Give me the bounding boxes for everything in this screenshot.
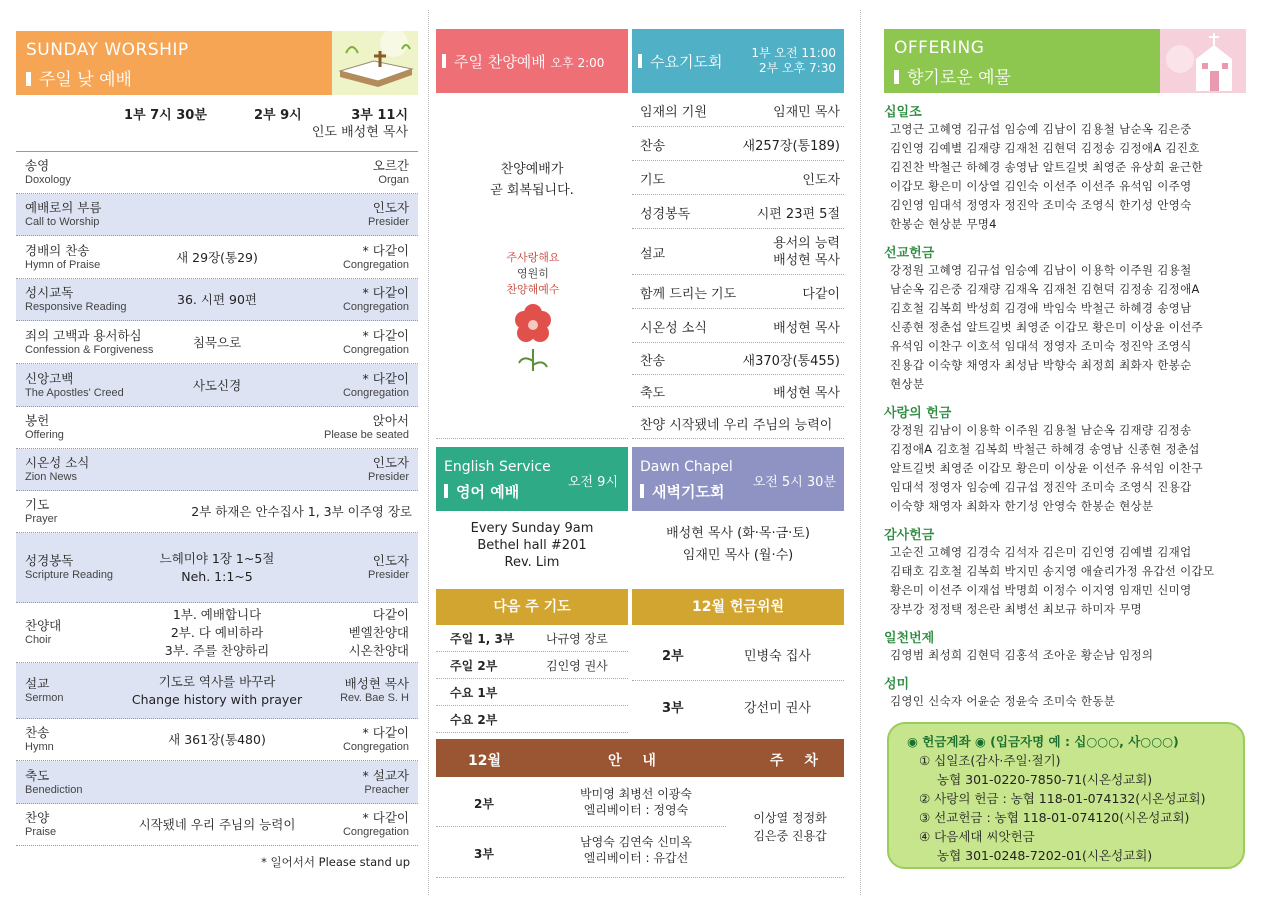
offering-name-line: 황은미 이선주 이재섭 박명희 이정수 이지영 임재민 신미영 xyxy=(890,583,1192,597)
offering-committee-list xyxy=(632,625,844,733)
praise-service-header xyxy=(436,29,628,93)
offering-names xyxy=(884,261,1246,394)
worship-row xyxy=(16,449,418,491)
offering-names xyxy=(884,543,1246,619)
worship-row-label-en: Scripture Reading xyxy=(25,569,114,581)
worship-row-role: 인도자 xyxy=(372,455,409,470)
dawn-chapel-header xyxy=(632,447,844,511)
offering-name-line: 남순옥 김은중 김재량 김재옥 김재천 김현덕 김정송 김정애A xyxy=(890,282,1200,296)
worship-row-label: 찬송 xyxy=(25,725,50,740)
next-prayer-row xyxy=(436,652,628,679)
offering-name-line: 현상분 xyxy=(890,377,925,391)
offering-column xyxy=(884,0,1246,711)
offering-section-title: 성미 xyxy=(884,677,910,692)
account-number: 농협 301-0220-7850-71(시온성교회) xyxy=(937,772,1153,787)
offering-committee-title: 12월 헌금위원 xyxy=(632,589,844,625)
stand-note: * 일어서서 Please stand up xyxy=(261,855,410,869)
svg-text:주사랑해요: 주사랑해요 xyxy=(506,251,560,264)
english-service-time: 오전 9시 xyxy=(567,475,618,490)
english-line-3: Rev. Lim xyxy=(504,555,560,570)
wed-prayer-title: 수요기도회 xyxy=(650,53,723,71)
offering-title-en: OFFERING xyxy=(894,38,985,58)
parking-line-2: 김은중 진용갑 xyxy=(753,829,827,843)
worship-row-label: 찬양대 xyxy=(25,618,62,633)
wed-order-value: 다같이 xyxy=(802,287,840,302)
worship-row-item: 새 361장(통480) xyxy=(168,732,266,747)
wed-order-value: 시편 23편 5절 xyxy=(756,207,840,222)
worship-row xyxy=(16,321,418,364)
guide-row-2-a: 박미영 최병선 이광숙 xyxy=(580,787,692,801)
wed-order-label: 찬송 xyxy=(640,354,666,369)
worship-row xyxy=(16,719,418,761)
service-time-3: 3부 11시 xyxy=(351,108,408,123)
worship-row-role: * 다같이 xyxy=(362,242,409,258)
worship-row xyxy=(16,761,418,804)
praise-flower-art xyxy=(488,239,578,373)
account-list xyxy=(907,751,1225,865)
worship-row-label: 예배로의 부름 xyxy=(25,200,102,215)
wed-order-row xyxy=(632,127,844,161)
worship-row-role: 인도자 xyxy=(372,200,409,215)
next-prayer-name: 김인영 권사 xyxy=(546,659,608,673)
worship-row-label-en: Zion News xyxy=(25,471,77,483)
offcomm-name-1: 민병숙 집사 xyxy=(744,649,811,664)
next-prayer-title: 다음 주 기도 xyxy=(436,589,628,625)
offering-section-title: 선교헌금 xyxy=(884,246,935,261)
offering-lists xyxy=(884,101,1246,711)
offering-names xyxy=(884,646,1246,665)
worship-row xyxy=(16,603,418,663)
offering-name-line: 이숙향 채영자 최화자 한기성 안영숙 한봉순 현상분 xyxy=(890,499,1154,513)
worship-row-label-en: Call to Worship xyxy=(25,216,100,228)
sunday-worship-title-en: SUNDAY WORSHIP xyxy=(26,40,189,60)
wed-order-label: 성경봉독 xyxy=(640,207,691,222)
guide-row-3-b: 엘리베이터 : 유갑선 xyxy=(583,851,689,865)
worship-row-role: 벧엘찬양대 xyxy=(348,625,409,640)
guide-title: 안 내 xyxy=(608,753,664,769)
praise-message-1: 찬양예배가 xyxy=(500,162,564,177)
offering-name-line: 고영근 고혜영 김규섭 임승예 김남이 김용철 남순옥 김은중 xyxy=(890,122,1192,136)
wed-order-label: 찬양 시작됐네 우리 주님의 능력이 xyxy=(640,418,833,433)
wed-order-row xyxy=(632,375,844,407)
english-service-title-en: English Service xyxy=(444,459,551,475)
offering-name-line: 알트길벗 최영준 이갑모 황은미 이상윤 이선주 유석임 이찬구 xyxy=(890,461,1203,475)
guide-row-3-key: 3부 xyxy=(474,847,494,861)
offering-name-line: 유석임 이찬구 이호석 임대석 정영자 조미숙 정진악 조영식 xyxy=(890,339,1192,353)
sunday-worship-header xyxy=(16,31,418,95)
bible-icon xyxy=(332,31,418,95)
dawn-chapel-time: 오전 5시 30분 xyxy=(752,475,836,490)
offering-name-line: 강정원 고혜영 김규섭 임승예 김남이 이용학 이주원 김용철 xyxy=(890,263,1192,277)
service-times xyxy=(16,95,418,151)
worship-row-label-en: Hymn xyxy=(25,741,54,753)
worship-row-role-en: Preacher xyxy=(364,783,409,796)
next-prayer-row xyxy=(436,706,628,733)
next-prayer-row xyxy=(436,679,628,706)
worship-row xyxy=(16,804,418,846)
worship-row-label: 신앙고백 xyxy=(25,370,74,386)
dawn-line-1: 배성현 목사 (화·목·금·토) xyxy=(666,526,810,541)
english-line-2: Bethel hall #201 xyxy=(477,538,587,553)
worship-row-role-en: Please be seated xyxy=(323,429,409,441)
offering-name-line: 장부강 정정택 정은란 최병선 최보규 하미자 무명 xyxy=(890,602,1142,616)
wed-order-label: 기도 xyxy=(640,173,666,188)
wed-order-value: 임재민 목사 xyxy=(773,105,840,120)
offering-title-ko: 향기로운 예물 xyxy=(894,63,1011,88)
sunday-worship-column xyxy=(16,0,418,870)
offering-name-line: 김태호 김호철 김복희 박지민 송지영 애슐리가정 유갑선 이갑모 xyxy=(890,564,1215,578)
divider xyxy=(860,10,861,895)
worship-row-role-en: Congregation xyxy=(342,826,409,838)
worship-row-label-en: Prayer xyxy=(25,513,58,525)
worship-row-label: 기도 xyxy=(25,497,50,512)
offering-name-line: 한봉순 현상분 무명4 xyxy=(890,217,997,231)
english-service-title-ko: 영어 예배 xyxy=(456,483,520,501)
wed-order-row xyxy=(632,407,844,439)
account-item: ① 십일조(감사·주일·절기) xyxy=(919,753,1061,768)
offering-section-title: 십일조 xyxy=(884,105,922,120)
worship-row-label-en: Praise xyxy=(25,826,57,838)
worship-row-label-en: Responsive Reading xyxy=(25,301,127,313)
worship-row-role: * 설교자 xyxy=(362,767,409,783)
church-icon xyxy=(1160,29,1246,93)
worship-row xyxy=(16,236,418,279)
worship-row-item: 3부. 주를 찬양하리 xyxy=(164,643,270,658)
praise-service-body xyxy=(436,93,628,439)
wed-order-label: 임재의 기원 xyxy=(640,105,707,120)
wed-order-row xyxy=(632,161,844,195)
divider xyxy=(428,10,429,895)
worship-row xyxy=(16,364,418,407)
worship-row-role: * 다같이 xyxy=(362,327,409,343)
guide-parking-title: 주 차 xyxy=(770,753,826,769)
worship-row-label: 봉헌 xyxy=(25,413,50,428)
dawn-chapel-body xyxy=(632,511,844,583)
next-prayer-slot: 주일 2부 xyxy=(450,659,498,673)
worship-row-label: 송영 xyxy=(25,158,50,173)
wed-order-label: 함께 드리는 기도 xyxy=(640,287,737,302)
offering-name-line: 임대석 정영자 임승예 김규섭 정진악 조미숙 조영식 진용갑 xyxy=(890,480,1192,494)
worship-row-item: 새 29장(통29) xyxy=(176,249,258,265)
offering-name-line: 진용갑 이숙향 채영자 최성남 박향숙 최정희 최화자 한봉순 xyxy=(890,358,1192,372)
worship-row-role: 다같이 xyxy=(372,607,409,622)
worship-row-item: 시작됐네 우리 주님의 능력이 xyxy=(138,817,296,832)
worship-row-label-en: Sermon xyxy=(25,692,64,704)
wed-order-row xyxy=(632,309,844,343)
offering-name-line: 김영인 신숙자 어윤순 정윤숙 조미숙 한동분 xyxy=(890,694,1116,708)
wed-order-value: 인도자 xyxy=(802,173,840,188)
worship-row-role-en: Congregation xyxy=(342,741,409,753)
wed-order-row xyxy=(632,343,844,375)
wed-order-row xyxy=(632,195,844,229)
account-number: 농협 301-0248-7202-01(시온성교회) xyxy=(937,848,1153,863)
sunday-worship-title-ko: 주일 낮 예배 xyxy=(26,65,132,90)
parking-line-1: 이상열 정정화 xyxy=(753,811,827,825)
worship-row-label-en: Doxology xyxy=(25,174,71,186)
worship-row-role: 배성현 목사 xyxy=(344,676,409,691)
offering-name-line: 김진찬 박철근 하혜경 송영남 알트길벗 최영준 유상희 윤근한 xyxy=(890,160,1203,174)
wed-order-label: 축도 xyxy=(640,386,666,401)
worship-row xyxy=(16,407,418,449)
worship-row-role: * 다같이 xyxy=(362,725,409,740)
worship-row-label: 죄의 고백과 용서하심 xyxy=(25,327,142,343)
worship-row-label: 설교 xyxy=(25,676,50,691)
worship-row-label: 성시교독 xyxy=(25,285,74,300)
wed-order-label: 시온성 소식 xyxy=(640,321,707,336)
account-title: ◉ 헌금계좌 ◉ (입금자명 예 : 십○○○, 사○○○) xyxy=(907,734,1179,749)
offering-name-line: 신종현 정춘섭 알트길벗 최영준 이갑모 황은미 이상윤 이선주 xyxy=(890,320,1203,334)
praise-message-2: 곧 회복됩니다. xyxy=(490,183,574,198)
service-leader: 인도 배성현 목사 xyxy=(311,125,408,140)
worship-row-role-en: Congregation xyxy=(342,343,409,356)
offering-name-line: 김영범 최성희 김현덕 김홍석 조아운 황순남 임정의 xyxy=(890,648,1154,662)
svg-text:영원히: 영원히 xyxy=(517,267,549,280)
worship-row-role: 시온찬양대 xyxy=(348,643,409,658)
offering-name-line: 김정애A 김호철 김복희 박철근 하혜경 송영남 신종현 정춘섭 xyxy=(890,442,1200,456)
offering-name-line: 고순진 고혜영 김경숙 김석자 김은미 김인영 김예별 김재업 xyxy=(890,545,1192,559)
offering-header xyxy=(884,29,1246,93)
account-item: ④ 다음세대 씨앗헌금 xyxy=(919,829,1035,844)
worship-row-role: * 다같이 xyxy=(362,370,409,386)
worship-row-role-en: Presider xyxy=(368,569,409,581)
praise-service-time: 오후 2:00 xyxy=(550,56,605,70)
next-prayer-list xyxy=(436,625,628,733)
service-time-2: 2부 9시 xyxy=(254,108,302,123)
offering-section-title: 사랑의 헌금 xyxy=(884,406,952,421)
worship-row-item: 사도신경 xyxy=(192,377,242,393)
worship-row-item: Change history with prayer xyxy=(131,692,303,707)
guide-table xyxy=(436,777,844,877)
order-of-worship xyxy=(16,151,418,846)
next-prayer-slot: 주일 1, 3부 xyxy=(450,632,515,646)
worship-row-label-en: Benediction xyxy=(25,783,83,796)
wed-order-value: 배성현 목사 xyxy=(773,253,840,268)
wed-order-value: 배성현 목사 xyxy=(773,386,840,401)
offering-names xyxy=(884,692,1246,711)
guide-header xyxy=(436,739,844,777)
worship-row-label-en: Confession & Forgiveness xyxy=(25,343,154,356)
worship-row xyxy=(16,279,418,321)
worship-row-label: 경배의 찬송 xyxy=(25,242,90,258)
worship-row-item: Neh. 1:1~5 xyxy=(181,569,253,584)
next-prayer-slot: 수요 1부 xyxy=(450,686,498,700)
worship-row-label: 축도 xyxy=(25,767,50,783)
dawn-chapel-title-ko: 새벽기도회 xyxy=(652,483,725,501)
worship-row-label: 찬양 xyxy=(25,810,50,825)
offering-section-title: 일천번제 xyxy=(884,631,935,646)
wed-order-label: 찬송 xyxy=(640,139,666,154)
worship-row xyxy=(16,152,418,194)
worship-row xyxy=(16,663,418,719)
worship-row xyxy=(16,491,418,533)
offering-section-title: 감사헌금 xyxy=(884,528,935,543)
offering-names xyxy=(884,120,1246,234)
service-time-1: 1부 7시 30분 xyxy=(124,108,207,123)
worship-row-role-en: Congregation xyxy=(342,258,409,271)
worship-row-item: 느헤미야 1장 1~5절 xyxy=(159,551,275,566)
wed-order-value: 새257장(통189) xyxy=(742,139,840,154)
wed-order-label: 설교 xyxy=(640,247,666,262)
account-item: ② 사랑의 헌금 : 농협 118-01-074132(시온성교회) xyxy=(919,791,1206,806)
wed-time-1: 1부 오전 11:00 xyxy=(751,46,836,60)
dawn-chapel-title-en: Dawn Chapel xyxy=(640,459,733,475)
wed-prayer-order xyxy=(632,93,844,439)
next-prayer-name: 나규영 장로 xyxy=(546,632,608,646)
worship-row-label-en: Offering xyxy=(25,429,64,441)
offering-account-box xyxy=(887,722,1245,869)
offering-names xyxy=(884,421,1246,516)
offering-name-line: 김인영 김예별 김재량 김재천 김현덕 김정송 김정애A 김진호 xyxy=(890,141,1200,155)
account-item: ③ 선교헌금 : 농협 118-01-074120(시온성교회) xyxy=(919,810,1190,825)
worship-row-role: 오르간 xyxy=(372,158,409,173)
wed-order-row xyxy=(632,275,844,309)
worship-row-label: 성경봉독 xyxy=(25,553,74,568)
offering-name-line: 김호철 김복희 박성희 김경애 박임숙 박철근 하혜경 송영남 xyxy=(890,301,1192,315)
offcomm-key-1: 2부 xyxy=(662,649,684,664)
worship-row-role: * 다같이 xyxy=(362,285,409,300)
worship-row-label-en: The Apostles' Creed xyxy=(25,386,124,399)
offcomm-name-2: 강선미 권사 xyxy=(744,701,811,716)
wed-order-row xyxy=(632,93,844,127)
worship-row-item: 1부. 예배합니다 xyxy=(172,607,262,622)
worship-row-role-en: Congregation xyxy=(342,386,409,399)
guide-row-2-key: 2부 xyxy=(474,797,494,811)
english-service-header xyxy=(436,447,628,511)
next-prayer-slot: 수요 2부 xyxy=(450,713,498,727)
wed-order-value: 용서의 능력 xyxy=(773,236,840,251)
worship-row-role-en: Congregation xyxy=(342,301,409,313)
wed-time-2: 2부 오후 7:30 xyxy=(759,61,836,75)
worship-row-item: 기도로 역사를 바꾸라 xyxy=(158,674,276,689)
english-line-1: Every Sunday 9am xyxy=(470,521,594,536)
wed-order-value: 배성현 목사 xyxy=(773,321,840,336)
worship-row-item: 2부. 다 예비하라 xyxy=(170,625,264,640)
worship-row-role-en: Organ xyxy=(378,174,409,186)
english-service-body xyxy=(436,511,628,583)
worship-row-role-en: Presider xyxy=(368,216,409,228)
offcomm-key-2: 3부 xyxy=(662,701,684,716)
wed-order-value: 새370장(통455) xyxy=(742,354,840,369)
offering-name-line: 강정원 김남이 이용학 이주원 김용철 남순옥 김재량 김정송 xyxy=(890,423,1192,437)
guide-row-3-a: 남영숙 김연숙 신미옥 xyxy=(580,835,692,849)
praise-service-title: 주일 찬양예배 xyxy=(454,53,546,71)
worship-row-item: 침묵으로 xyxy=(192,334,242,350)
svg-text:찬양해예수: 찬양해예수 xyxy=(506,283,560,296)
worship-row-role: * 다같이 xyxy=(362,810,409,825)
worship-row xyxy=(16,194,418,236)
worship-row-role: 인도자 xyxy=(372,553,409,568)
worship-row-label: 시온성 소식 xyxy=(25,455,90,470)
offering-name-line: 김인영 임대석 정영자 정진악 조미숙 조영식 한기성 안영숙 xyxy=(890,198,1192,212)
guide-row-2-b: 엘리베이터 : 정영숙 xyxy=(583,803,689,817)
wed-order-row xyxy=(632,229,844,275)
worship-row-role: 앉아서 xyxy=(372,413,409,428)
worship-row-role-en: Rev. Bae S. H xyxy=(340,692,409,704)
worship-row-label-en: Choir xyxy=(25,634,52,646)
wed-prayer-header xyxy=(632,29,844,93)
dawn-line-2: 임재민 목사 (월·수) xyxy=(682,548,794,563)
worship-row xyxy=(16,533,418,603)
worship-row-item: 2부 하재은 안수집사 1, 3부 이주영 장로 xyxy=(191,504,412,519)
worship-row-role-en: Presider xyxy=(368,471,409,483)
worship-row-label-en: Hymn of Praise xyxy=(25,258,101,271)
guide-month: 12월 xyxy=(468,753,502,769)
worship-row-item: 36. 시편 90편 xyxy=(177,292,257,307)
offering-name-line: 이갑모 황은미 이상열 김인숙 이선주 이선주 유석임 이주영 xyxy=(890,179,1192,193)
next-prayer-row xyxy=(436,625,628,652)
